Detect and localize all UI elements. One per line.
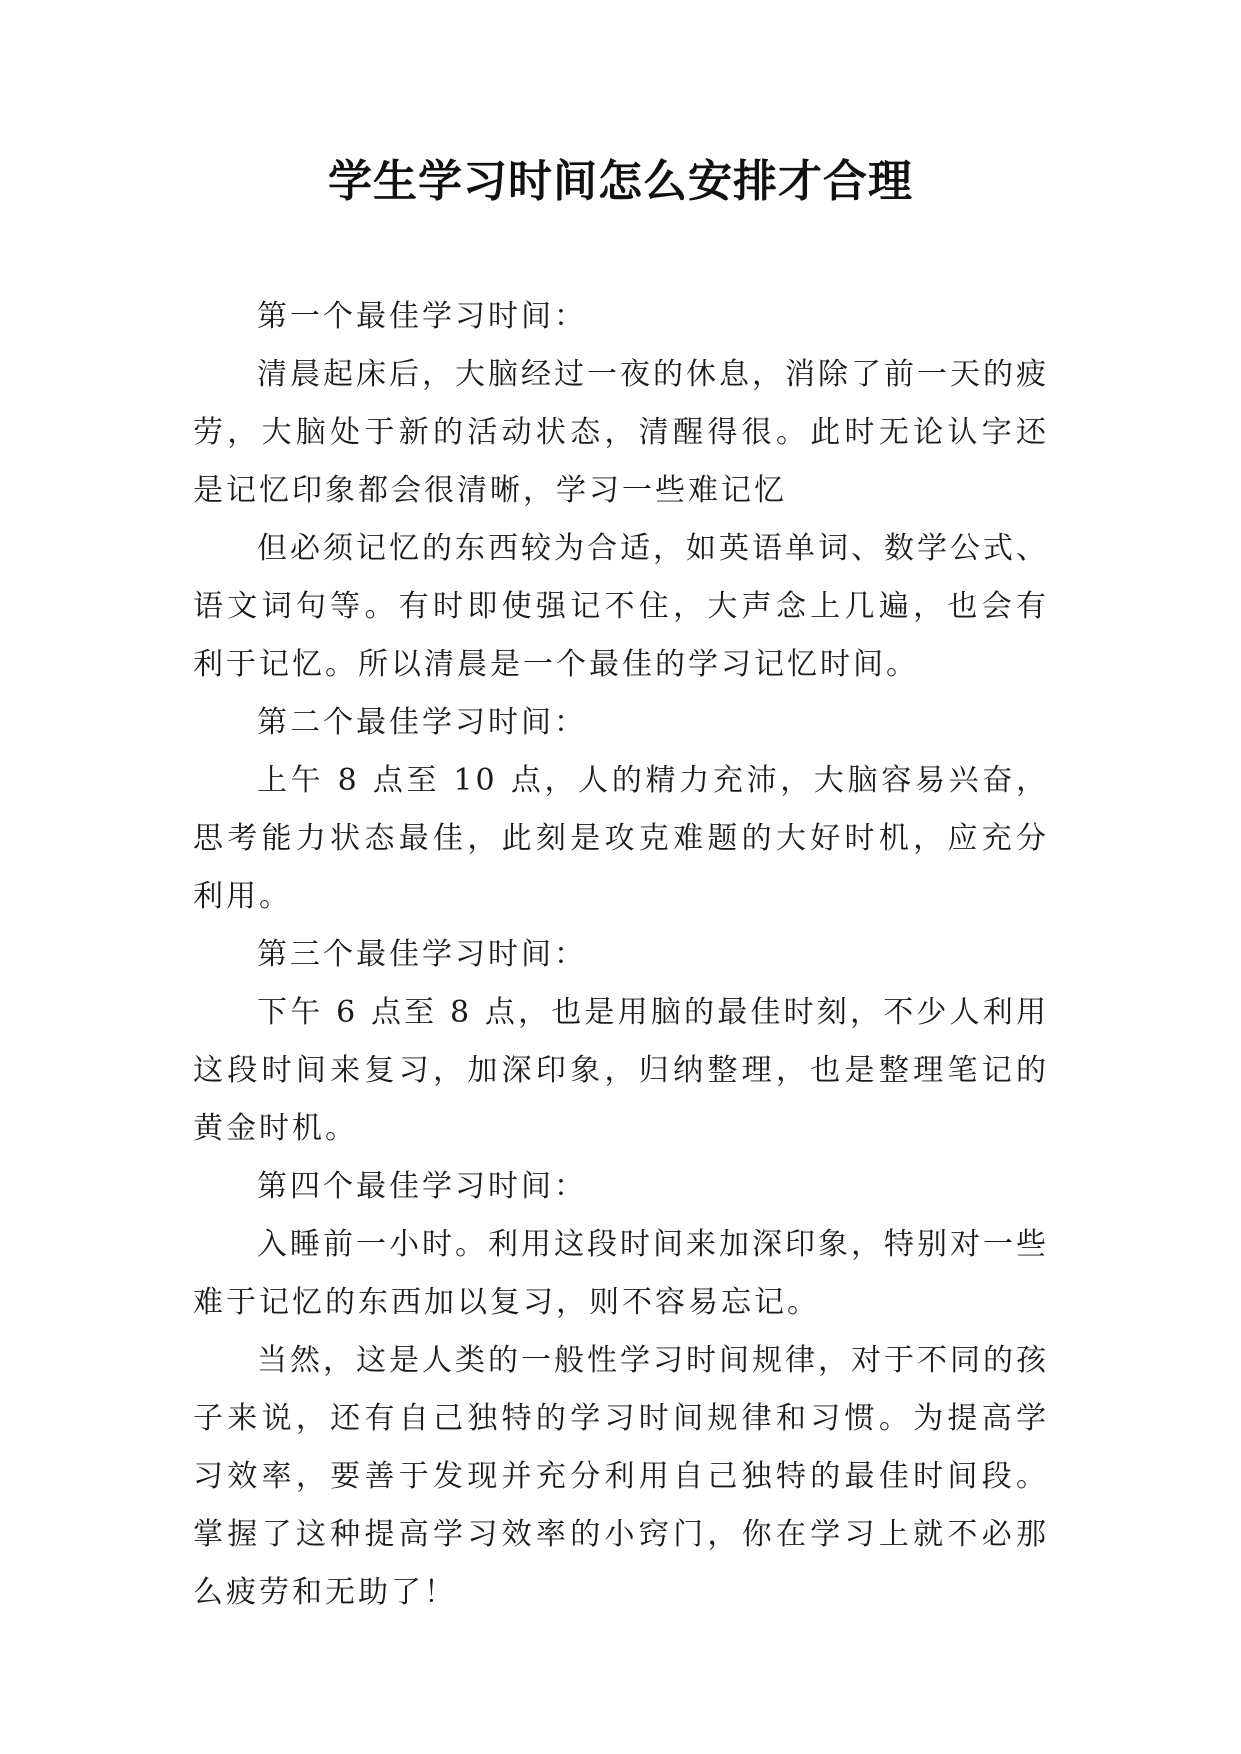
paragraph: 入睡前一小时。利用这段时间来加深印象，特别对一些难于记忆的东西加以复习，则不容易忘记。 — [193, 1227, 1049, 1320]
paragraph: 清晨起床后，大脑经过一夜的休息，消除了前一天的疲劳，大脑处于新的活动状态，清醒得很。此时无论认字还是记忆印象都会很清晰，学习一些难记忆 — [193, 357, 1049, 508]
paragraph-heading-4: 第四个最佳学习时间： — [257, 1169, 587, 1204]
paragraph-heading-1: 第一个最佳学习时间： — [257, 299, 587, 334]
document-title: 学生学习时间怎么安排才合理 — [328, 156, 913, 207]
paragraph-heading-3: 第三个最佳学习时间： — [257, 937, 587, 972]
paragraph: 上午 8 点至 10 点，人的精力充沛，大脑容易兴奋，思考能力状态最佳，此刻是攻克难题的大好时机，应充分利用。 — [193, 763, 1049, 914]
document-body — [193, 288, 1049, 1622]
paragraph: 当然，这是人类的一般性学习时间规律，对于不同的孩子来说，还有自己独特的学习时间规律和习惯。为提高学习效率，要善于发现并充分利用自己独特的最佳时间段。掌握了这种提高学习效率的小窍门，你在学习上就不必那么疲劳和无助了！ — [193, 1343, 1049, 1610]
paragraph-heading-2: 第二个最佳学习时间： — [257, 705, 587, 740]
paragraph: 但必须记忆的东西较为合适，如英语单词、数学公式、语文词句等。有时即使强记不住，大声念上几遍，也会有利于记忆。所以清晨是一个最佳的学习记忆时间。 — [193, 531, 1049, 682]
paragraph: 下午 6 点至 8 点，也是用脑的最佳时刻，不少人利用这段时间来复习，加深印象，归纳整理，也是整理笔记的黄金时机。 — [193, 995, 1049, 1146]
